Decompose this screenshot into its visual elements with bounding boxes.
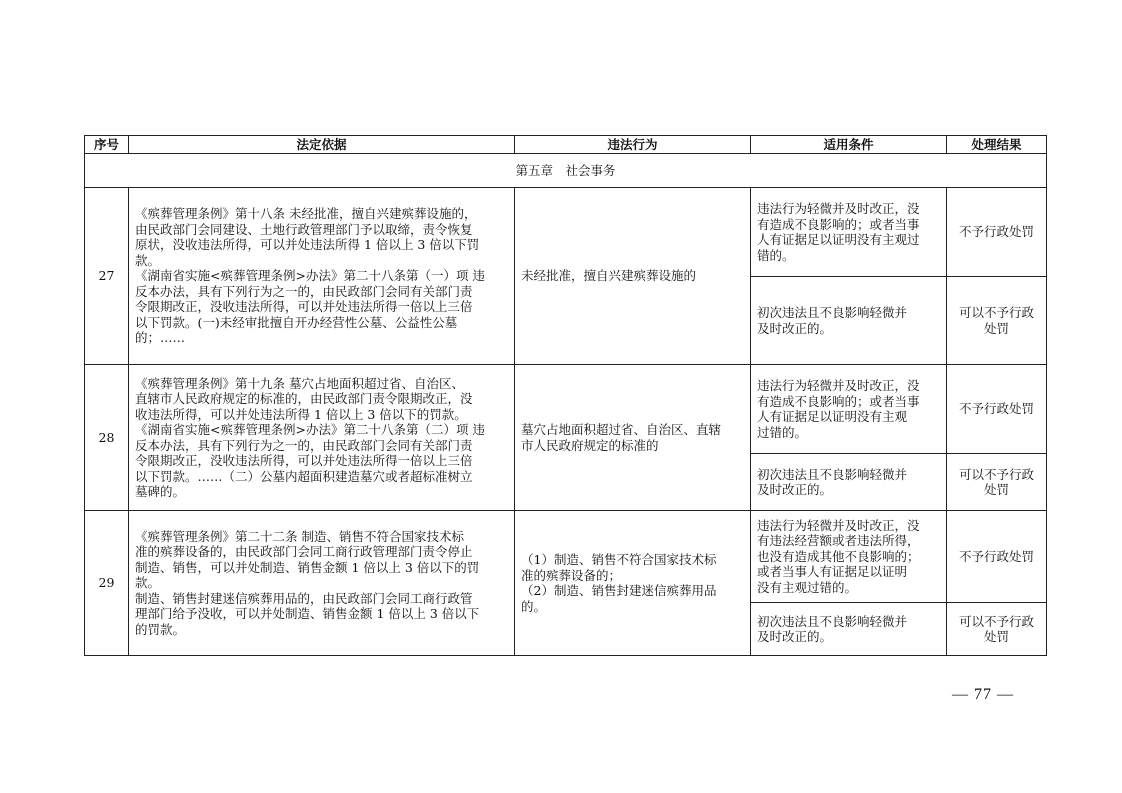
condition: 初次违法且不良影响轻微并 及时改正的。 <box>751 454 947 511</box>
header-act: 违法行为 <box>515 136 751 154</box>
header-res: 处理结果 <box>947 136 1047 154</box>
violation: 墓穴占地面积超过省、自治区、直辖 市人民政府规定的标准的 <box>515 365 751 511</box>
table-row <box>85 511 1047 603</box>
violation: 未经批准，擅自兴建殡葬设施的 <box>515 188 751 365</box>
result: 可以不予行政 处罚 <box>947 454 1047 511</box>
header-num: 序号 <box>85 136 129 154</box>
page-number: — 77 — <box>952 686 1014 703</box>
legal-basis: 《殡葬管理条例》第二十二条 制造、销售不符合国家技术标 准的殡葬设备的，由民政部门会同工商行政管理部门责令停止 制造、销售，可以并处制造、销售金额 1 倍以上 3 倍以下的罚 款。 制造、销售封建迷信殡葬用品的，由民政部门会同工商行政管 理部门给予没收，可以并处制造、销售金额 1 倍以上 3 倍以下 的罚款。 <box>129 511 515 656</box>
result: 不予行政处罚 <box>947 188 1047 277</box>
header-basis: 法定依据 <box>129 136 515 154</box>
penalty-table <box>84 135 1047 656</box>
chapter-title: 第五章 社会事务 <box>85 154 1047 188</box>
result: 可以不予行政 处罚 <box>947 277 1047 365</box>
chapter-row <box>85 154 1047 188</box>
condition: 初次违法且不良影响轻微并 及时改正的。 <box>751 277 947 365</box>
row-number: 29 <box>85 511 129 656</box>
header-cond: 适用条件 <box>751 136 947 154</box>
result: 可以不予行政 处罚 <box>947 603 1047 656</box>
table-header-row <box>85 136 1047 154</box>
row-number: 27 <box>85 188 129 365</box>
legal-basis: 《殡葬管理条例》第十八条 未经批准，擅自兴建殡葬设施的， 由民政部门会同建设、土地行政管理部门予以取缔，责令恢复 原状，没收违法所得，可以并处违法所得 1 倍以上 3 倍以下罚 款。 《湖南省实施<殡葬管理条例>办法》第二十八条第（一）项 违 反本办法，具有下列行为之一的，由民政部门会同有关部门责 令限期改正，没收违法所得，可以并处违法所得一倍以上三倍 以下罚款。(一)未经审批擅自开办经营性公墓、公益性公墓 的；…… <box>129 188 515 365</box>
condition: 违法行为轻微并及时改正，没 有造成不良影响的；或者当事 人有证据足以证明没有主观 过错的。 <box>751 365 947 454</box>
table-row <box>85 365 1047 454</box>
condition: 初次违法且不良影响轻微并 及时改正的。 <box>751 603 947 656</box>
row-number: 28 <box>85 365 129 511</box>
condition: 违法行为轻微并及时改正，没 有造成不良影响的；或者当事 人有证据足以证明没有主观过 错的。 <box>751 188 947 277</box>
table-row <box>85 188 1047 277</box>
result: 不予行政处罚 <box>947 365 1047 454</box>
condition: 违法行为轻微并及时改正，没 有违法经营额或者违法所得， 也没有造成其他不良影响的； 或者当事人有证据足以证明 没有主观过错的。 <box>751 511 947 603</box>
result: 不予行政处罚 <box>947 511 1047 603</box>
legal-basis: 《殡葬管理条例》第十九条 墓穴占地面积超过省、自治区、 直辖市人民政府规定的标准的，由民政部门责令限期改正，没 收违法所得，可以并处违法所得 1 倍以上 3 倍以下的罚款。 《湖南省实施<殡葬管理条例>办法》第二十八条第（二）项 违 反本办法，具有下列行为之一的，由民政部门会同有关部门责 令限期改正，没收违法所得，可以并处违法所得一倍以上三倍 以下罚款。……（二）公墓内超面积建造墓穴或者超标准树立 墓碑的。 <box>129 365 515 511</box>
violation: （1）制造、销售不符合国家技术标 准的殡葬设备的； （2）制造、销售封建迷信殡葬用品 的。 <box>515 511 751 656</box>
